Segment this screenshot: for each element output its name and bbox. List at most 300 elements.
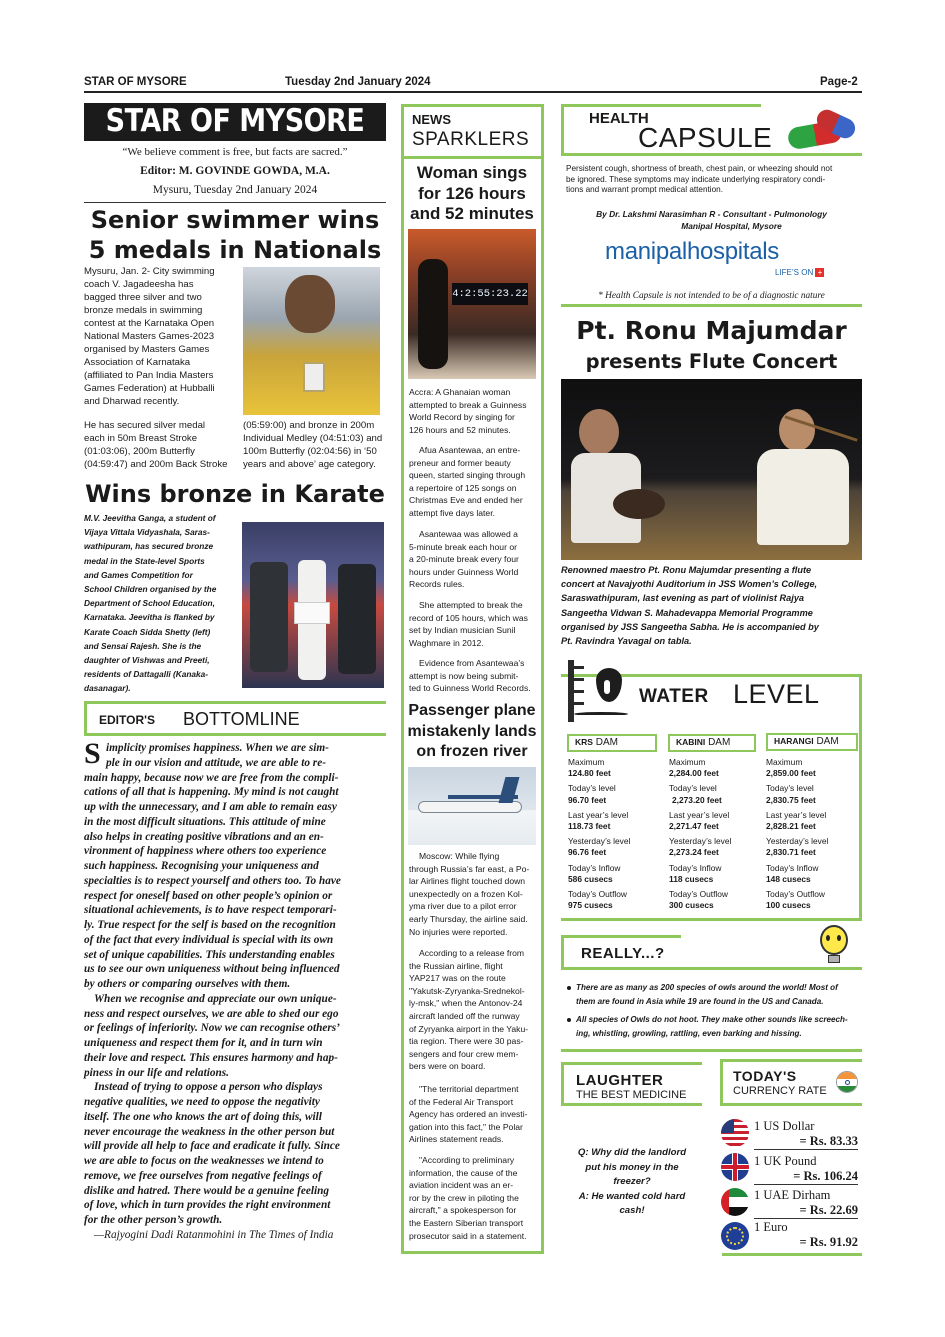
dam-value: 124.80 feet (568, 768, 611, 779)
concert-photo-flautist (757, 449, 849, 545)
news-column-left-rule (401, 104, 404, 1254)
text-line: and Dharwad recently. (84, 396, 180, 407)
singer-p1 (409, 386, 536, 436)
currency-label-box (720, 1062, 862, 1106)
singer-photo-figure (418, 259, 448, 369)
really-box-top (561, 935, 681, 938)
singer-p2 (409, 444, 536, 520)
dam-label: Yesterday’s level (568, 836, 631, 847)
header-page-number: Page-2 (820, 76, 858, 88)
header-date: Tuesday 2nd January 2024 (285, 76, 431, 88)
text-line: ness and respect ourselves, we are able to shed our ego (84, 1007, 339, 1020)
currency-label-top (720, 1059, 862, 1062)
text-line: organised by JSS Sangeetha Sabha. He is accompanied by (561, 621, 819, 632)
text-line: information, the cause of the (409, 1167, 518, 1178)
dam-label: Last year’s level (669, 809, 730, 820)
dam-label: Today’s Outflow (669, 889, 728, 900)
currency-value: = Rs. 91.92 (799, 1235, 858, 1249)
text-line: never encourage the weakness in the other person but (84, 1125, 335, 1138)
editorial-byline: —Rajyogini Dadi Ratanmohini in The Times of India (94, 1228, 334, 1241)
text-line: Accra: A Ghanaian woman (409, 387, 511, 397)
text-line: Instead of trying to oppose a person who displays (94, 1081, 323, 1094)
text-line: Vijaya Vittala Vidyashala, Saras- (84, 527, 210, 538)
swimmer-para2 (84, 419, 228, 471)
water-box-bottom (561, 918, 862, 921)
swimmer-para1 (84, 265, 228, 408)
text-line: specialties is to respect yourself and others too. To have (84, 874, 341, 887)
editorial-label-small: EDITOR'S (99, 713, 155, 727)
dam-value: 2,284.00 feet (669, 768, 719, 779)
text-line: 126 hours and 52 minutes. (409, 424, 511, 435)
india-flag-icon (836, 1071, 858, 1093)
dam-label: Today’s Outflow (568, 889, 627, 900)
joke-answer-line: cash! (619, 1205, 645, 1216)
text-line: attempted to break a Guinness (409, 399, 527, 410)
text-line: aircraft landed off the runway (409, 1010, 520, 1021)
us-flag-icon (721, 1119, 749, 1147)
dam-label: Today’s Inflow (766, 862, 819, 873)
text-line: She attempted to break the (419, 600, 523, 610)
currency-rule (754, 1184, 858, 1185)
text-line: negative qualities, we need to oppose the negativity (84, 1096, 320, 1108)
bullet-icon (567, 1018, 571, 1022)
singer-photo-timer: 4:2:55:23.22 (452, 283, 528, 305)
text-line: and 52 minutes (410, 204, 534, 223)
text-line: uniqueness and respect them for it, and in turn win (84, 1037, 323, 1049)
dam-header-harangi (766, 733, 858, 751)
text-line: He has secured silver medal (84, 420, 206, 431)
plus-icon: + (815, 268, 824, 277)
swimmer-headline (84, 205, 386, 265)
text-line: the Eastern Siberian transport (409, 1217, 524, 1228)
text-line: Asantewaa was allowed a (419, 529, 518, 539)
text-line: piness in our life and relations. (84, 1066, 230, 1079)
text-line: When we recognise and appreciate our own unique- (94, 992, 337, 1005)
dam-value: 975 cusecs (568, 900, 613, 911)
text-line: will provide all help to face and eradicate it fully. Since (84, 1140, 340, 1153)
text-line: Moscow: While flying (419, 851, 500, 861)
text-line: by others or comparing ourselves with them. (84, 978, 291, 990)
text-line: (04:59:47) and 200m Back Stroke (84, 459, 228, 470)
text-line: School Children organised by the (84, 584, 217, 595)
dam-short-name: KRS (575, 737, 593, 747)
text-line: gation into this fact," the Polar (409, 1121, 523, 1132)
text-line: ple in our vision and attitude, we are able to re- (106, 756, 326, 769)
karate-caption (84, 511, 228, 696)
health-text (566, 164, 860, 196)
dam-column-krs (568, 757, 664, 911)
dam-label: Yesterday’s level (669, 836, 732, 847)
text-line: on frozen river (416, 743, 528, 760)
text-line: Karate Coach Sidda Shetty (left) (84, 626, 211, 637)
text-line: ly. True respect for the self is based on the recognition (84, 919, 336, 931)
currency-aed (754, 1188, 858, 1218)
text-line: Airlines statement reads. (409, 1134, 504, 1145)
text-line: or feelings of inferiority. Now we can recognise others’ (84, 1022, 340, 1035)
dam-value: 2,830.75 feet (766, 794, 816, 805)
text-line: a 20-minute break every four (409, 554, 519, 565)
dam-name: DAM (595, 737, 618, 748)
text-line: tions and warrant prompt medical attention. (566, 185, 724, 195)
text-line: ror by the crew in piloting the (409, 1192, 519, 1203)
text-line: also helps in creating positive vibrations and an en- (84, 830, 324, 843)
health-byline-doctor: By Dr. Lakshmi Narasimhan R - Consultant - Pulmonology (596, 209, 827, 219)
text-line: Saraswathipuram, last evening as part of violinist Rajya (561, 593, 805, 604)
text-line: yma river due to a pilot error (409, 901, 517, 912)
eu-flag-icon (721, 1222, 749, 1250)
text-line: respect for oneself based on other people’s opinion or (84, 889, 333, 902)
text-line: attempt five days later. (409, 507, 495, 518)
dam-value: 2,830.71 feet (766, 847, 816, 858)
text-line: Sangeetha Vidwan S. Mahadevappa Memorial Programme (561, 607, 813, 618)
text-line: There are as many as 200 species of owls around the world! Most of (576, 983, 838, 992)
dam-label: Today’s level (568, 783, 616, 794)
singer-p3 (409, 528, 536, 591)
water-gauge-icon (566, 660, 628, 726)
text-line: in the most difficult situations. This attitude of mine (84, 815, 326, 828)
text-line: remove, we free ourselves from negative feelings of (84, 1169, 322, 1182)
swimmer-photo-medal (303, 362, 325, 392)
joke-question-line: put his money in the (585, 1161, 679, 1173)
dam-short-name: KABINI (676, 737, 706, 747)
currency-value: = Rs. 106.24 (793, 1169, 858, 1183)
text-line: tia region. There were 30 pas- (409, 1036, 524, 1047)
laughter-label-box (561, 1065, 702, 1106)
text-line: vironment of happiness where others too experience (84, 845, 327, 858)
header-rule (84, 91, 862, 93)
text-line: wathipuram, has secured bronze (84, 541, 214, 552)
joke-question-line: Q: Why did the landlord (577, 1147, 687, 1158)
text-line: aircraft," a spokesperson for (409, 1205, 517, 1216)
text-line: attempt is now being submit- (409, 670, 519, 681)
dam-label: Maximum (766, 757, 803, 767)
currency-label-small: CURRENCY RATE (733, 1085, 827, 1097)
dam-value: 96.76 feet (568, 847, 607, 858)
text-line: cations of all that is happening. My mind is not caught (84, 786, 339, 799)
text-line: us to see our own uniqueness without being influenced (84, 963, 340, 976)
dam-label: Yesterday’s level (766, 836, 829, 847)
currency-rule (754, 1218, 858, 1219)
text-line: record of 105 hours, which was (409, 612, 528, 623)
text-line: bronze medals in swimming (84, 305, 203, 316)
news-label-big: SPARKLERS (412, 129, 530, 150)
dam-label: Last year’s level (766, 809, 827, 820)
text-line: ly-msk," when the Antonov-24 (409, 998, 523, 1009)
text-line: main happy, because now we are free from the compli- (84, 771, 339, 784)
text-line: dislike and hatred. There would be a genuine feeling (84, 1184, 330, 1197)
sponsor-tagline-text: LIFE’S ON (775, 268, 814, 277)
text-line: of the Federal Air Transport (409, 1096, 514, 1107)
text-line: each in 50m Breast Stroke (84, 433, 198, 444)
text-line: World Record by singing for (409, 412, 515, 423)
text-line: itself. The one who knows the art of doing this, will (84, 1110, 322, 1123)
currency-label-big: TODAY'S (733, 1068, 797, 1084)
text-line: implicity promises happiness. When we are sim- (106, 742, 329, 754)
health-disclaimer: * Health Capsule is not intended to be of a diagnostic nature (598, 291, 825, 301)
text-line: ted to Guinness World Records. (409, 683, 531, 694)
dam-label: Today’s Inflow (669, 862, 722, 873)
text-line: be ignored. These symptoms may indicate underlying respiratory condi- (566, 174, 826, 184)
currency-unit: 1 US Dollar (754, 1119, 815, 1133)
currency-unit: 1 Euro (754, 1220, 788, 1234)
health-box-top (561, 104, 761, 107)
text-line: All species of Owls do not hoot. They make other sounds like screech- (576, 1015, 848, 1025)
currency-bottom-rule (722, 1253, 862, 1256)
water-label-big: LEVEL (733, 679, 820, 709)
dam-value: 96.70 feet (568, 794, 607, 805)
concert-caption (561, 563, 862, 648)
plane-p2 (409, 947, 536, 1073)
text-line: Waghmare in 2012. (409, 637, 484, 648)
health-label-big: CAPSULE (638, 122, 773, 153)
singer-photo (408, 229, 536, 379)
dam-value: 2,271.47 feet (669, 821, 719, 832)
currency-value: = Rs. 22.69 (799, 1203, 858, 1217)
text-line: Games Federation) at Hubballi (84, 383, 215, 394)
news-column-right-rule (541, 104, 544, 1254)
dam-name: DAM (816, 736, 839, 747)
laughter-label-small: THE BEST MEDICINE (576, 1089, 687, 1101)
dam-header-kabini (668, 734, 756, 752)
text-line: of love, which in turn provides the right environment (84, 1199, 331, 1212)
really-fact-1 (566, 981, 860, 1008)
dam-label: Today’s level (766, 783, 814, 794)
really-section-rule (561, 1049, 862, 1052)
text-line: Afua Asantewaa, an entre- (419, 445, 521, 455)
editorial-dropcap: S (84, 737, 101, 770)
plane-p3 (409, 1083, 536, 1146)
plane-photo (408, 767, 536, 845)
currency-value: = Rs. 83.33 (799, 1134, 858, 1148)
text-line: Christmas Eve and ended her (409, 495, 523, 506)
dam-label: Last year’s level (568, 809, 629, 820)
dam-value: 2,273.20 feet (672, 794, 722, 805)
swimmer-photo (243, 267, 380, 415)
concert-photo-tabla (613, 489, 665, 519)
currency-rule (754, 1149, 858, 1150)
text-line: set by Indian musician Sunil (409, 625, 516, 636)
text-line: Mysuru, Jan. 2- City swimming (84, 266, 215, 277)
lightbulb-icon (814, 923, 854, 973)
uae-flag-icon (721, 1188, 749, 1216)
text-line: "Yakutsk-Zyryanka-Srednekol- (409, 985, 525, 996)
dam-label: Today’s level (669, 783, 717, 794)
currency-eur (754, 1220, 858, 1250)
text-line: Records rules. (409, 579, 465, 590)
laughter-label-big: LAUGHTER (576, 1072, 664, 1089)
dam-label: Today’s Outflow (766, 889, 825, 900)
editorial-label-underline (84, 733, 386, 736)
text-line: situational achievements, is to have respect temporari- (84, 904, 337, 917)
dam-column-harangi (766, 757, 860, 911)
really-facts (566, 981, 860, 1040)
text-line: bers were on board. (409, 1061, 486, 1072)
text-line: ing, whistling, growling, rattling, even barking and hissing. (576, 1028, 802, 1038)
text-line: No injuries were reported. (409, 926, 508, 937)
text-line: such happiness. Recognising your uniqueness and (84, 860, 319, 872)
singer-p5 (409, 657, 536, 695)
text-line: queen, started singing through (409, 470, 526, 481)
text-line: (05:59:00) and bronze in 200m (243, 420, 375, 431)
news-column-top-rule (401, 104, 544, 107)
text-line: through Russia’s far east, a Po- (409, 863, 530, 874)
text-line: M.V. Jeevitha Ganga, a student of (84, 513, 216, 523)
sponsor-tagline (775, 268, 824, 277)
really-box-left (561, 935, 564, 969)
text-line: organised by Masters Games (84, 344, 210, 355)
swimmer-para3 (243, 419, 385, 471)
plane-p1 (409, 850, 536, 938)
masthead-banner (84, 103, 386, 141)
text-line: Karnataka. Jeevitha is flanked by (84, 612, 215, 623)
text-line: the Russian airline, flight (409, 960, 503, 971)
text-line: Passenger plane (408, 702, 536, 719)
masthead-dateline: Mysuru, Tuesday 2nd January 2024 (152, 184, 318, 196)
dam-label: Today’s Inflow (568, 862, 621, 873)
dam-value: 586 cusecs (568, 873, 613, 884)
karate-photo (242, 522, 384, 688)
joke-answer-line: A: He wanted cold hard (578, 1190, 686, 1202)
text-line: set of unique capabilities. This understanding enables (84, 948, 335, 961)
text-line: preneur and former beauty (409, 457, 511, 468)
text-line: hours under Guinness World (409, 566, 519, 577)
text-line: Woman sings (416, 163, 528, 182)
concert-photo (561, 379, 862, 560)
editorial-label-big: BOTTOMLINE (183, 709, 300, 729)
health-label-small: HEALTH (589, 110, 649, 127)
health-byline (561, 208, 862, 232)
dam-value: 2,273.24 feet (669, 847, 719, 858)
swimmer-headline-line1: Senior swimmer wins (90, 206, 380, 234)
concert-headline-2: presents Flute Concert (585, 350, 838, 373)
text-line: According to a release from (419, 948, 525, 958)
currency-gbp (754, 1154, 858, 1184)
dam-header-krs (567, 734, 657, 752)
text-line: Evidence from Asantewaa’s (419, 658, 525, 668)
text-line: bagged three silver and two (84, 292, 202, 303)
really-label: REALLY...? (581, 945, 665, 962)
text-line: and Games Competition for (84, 569, 193, 580)
singer-p4 (409, 599, 536, 649)
currency-unit: 1 UAE Dirham (754, 1188, 831, 1202)
editorial-body (84, 737, 386, 1243)
text-line: medal in the State-level Sports (84, 555, 205, 566)
text-line: Renowned maestro Pt. Ronu Majumdar presenting a flute (561, 565, 812, 575)
text-line: years and above’ age category. (243, 459, 376, 470)
uk-flag-icon (721, 1153, 749, 1181)
masthead-title: STAR OF MYSORE (105, 103, 365, 140)
water-label-small: WATER (639, 686, 709, 707)
dam-name: DAM (708, 737, 731, 748)
text-line: National Masters Games-2023 (84, 331, 215, 342)
dam-value: 2,828.21 feet (766, 821, 816, 832)
text-line: mistakenly lands (407, 722, 537, 740)
text-line: Pt. Ravindra Yavagal on tabla. (561, 636, 692, 647)
karate-photo-certificate (294, 602, 330, 624)
concert-headline-1: Pt. Ronu Majumdar (576, 316, 847, 345)
text-line: Agency has ordered an investi- (409, 1109, 528, 1120)
text-line: early Thursday, the airline said. (409, 913, 528, 924)
text-line: (01:03:06), 200m Butterfly (84, 446, 195, 457)
plane-photo-tail (499, 777, 520, 803)
text-line: for the other person’s growth. (84, 1214, 223, 1226)
text-line: sengers and four crew mem- (409, 1048, 519, 1059)
karate-headline: Wins bronze in Karate (85, 480, 385, 508)
editorial-label-box (84, 701, 386, 735)
text-line: dasanagar). (84, 683, 131, 694)
text-line: concert at Navajyothi Auditorium in JSS Women’s College, (561, 579, 818, 590)
text-line: daughter of Vishwas and Preeti, (84, 655, 210, 666)
sponsor-logo: manipalhospitals (605, 238, 779, 265)
dam-value: 118 cusecs (669, 873, 714, 884)
dam-label: Maximum (669, 757, 706, 767)
news-label-underline (401, 156, 544, 159)
text-line: YAP217 was on the route (409, 973, 506, 984)
text-line: of Zyryanka airport in the Yaku- (409, 1023, 529, 1034)
text-line: aviation incident was an er- (409, 1180, 514, 1191)
dam-value: 100 cusecs (766, 900, 811, 911)
header-paper-name: STAR OF MYSORE (84, 76, 187, 88)
text-line: prosecutor said in a statement. (409, 1230, 527, 1241)
text-line: Individual Medley (04:51:03) and (243, 433, 383, 444)
currency-unit: 1 UK Pound (754, 1154, 817, 1168)
concert-photo-tabla-player-head (579, 409, 619, 455)
text-line: residents of Dattagalli (Kanaka- (84, 669, 209, 680)
plane-headline (404, 701, 540, 763)
text-line: a repertoire of 125 songs on (409, 482, 517, 493)
bullet-icon (567, 986, 571, 990)
dam-short-name: HARANGI (774, 736, 814, 746)
news-column-bottom-rule (401, 1251, 544, 1254)
dam-value: 300 cusecs (669, 900, 714, 911)
text-line: of the fact that every individual is special with its own (84, 933, 334, 946)
text-line: up with the unnecessary, and I am able to remain easy (84, 801, 337, 813)
text-line: we are able to focus on the weaknesses we intend to (84, 1155, 324, 1167)
currency-usd (754, 1119, 858, 1149)
karate-photo-coach-left (250, 562, 288, 672)
text-line: 100m Butterfly (02:04:56) in ‘50 (243, 446, 377, 457)
text-line: 5-minute break each hour or (409, 541, 517, 552)
text-line: them are found in Asia while 19 are found in the US and Canada. (576, 996, 824, 1006)
dam-column-kabini (669, 757, 765, 911)
text-line: (affiliated to Pan India Masters (84, 370, 214, 381)
dam-value: 2,859.00 feet (766, 768, 816, 779)
text-line: Association of Karnataka (84, 357, 191, 368)
laughter-joke (568, 1146, 696, 1219)
dam-value: 118.73 feet (568, 821, 611, 832)
text-line: Persistent cough, shortness of breath, chest pain, or wheezing should not (566, 164, 833, 173)
joke-question-line: freezer? (613, 1176, 651, 1187)
swimmer-photo-face (285, 275, 335, 333)
karate-photo-coach-right (338, 564, 376, 674)
laughter-label-top (561, 1062, 702, 1065)
text-line: coach V. Jagadeesha has (84, 279, 194, 290)
capsule-icon (786, 110, 858, 152)
singer-headline (404, 163, 540, 225)
dam-value: 148 cusecs (766, 873, 811, 884)
masthead-editor: Editor: M. GOVINDE GOWDA, M.A. (140, 165, 330, 177)
text-line: "According to preliminary (419, 1155, 515, 1165)
text-line: contest at the Karnataka Open (84, 318, 215, 329)
masthead-rule (84, 202, 386, 203)
health-box-left (561, 104, 564, 156)
swimmer-headline-line2: 5 medals in Nationals (88, 236, 382, 264)
health-byline-hospital: Manipal Hospital, Mysore (681, 221, 782, 231)
text-line: lar Airlines flight touched down (409, 876, 526, 887)
health-section-rule (561, 304, 862, 307)
text-line: for 126 hours (418, 183, 526, 203)
dam-label: Maximum (568, 757, 605, 767)
